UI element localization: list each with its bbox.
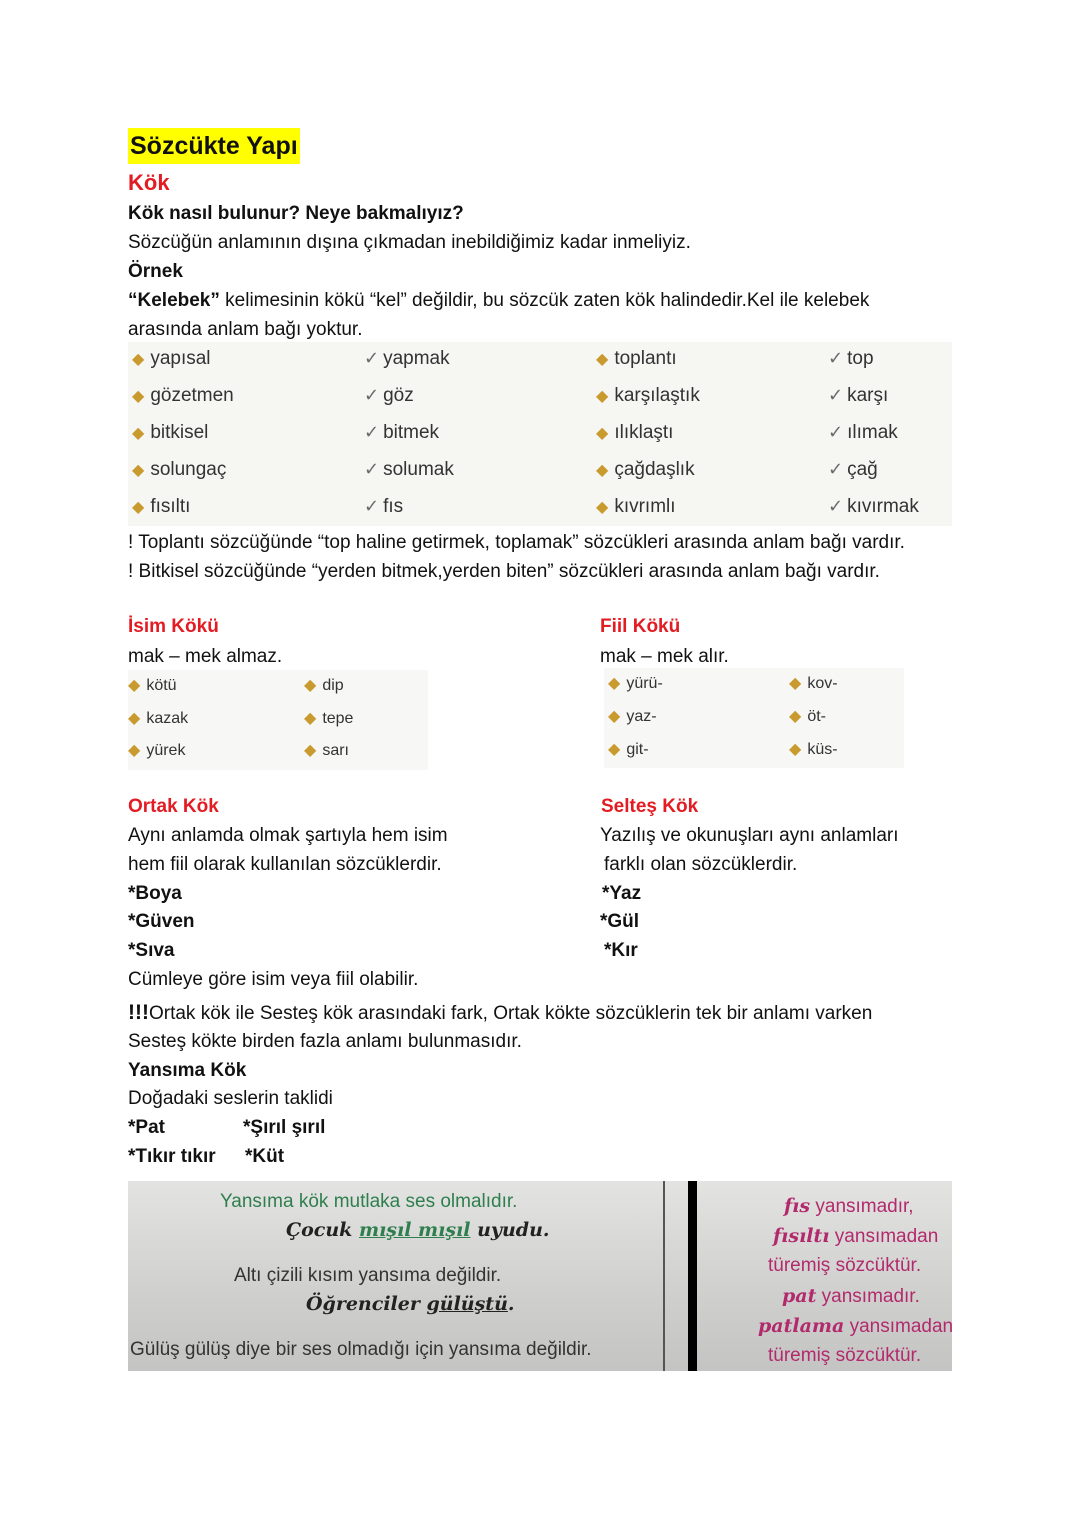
- example-word: küs-: [807, 741, 838, 758]
- check-icon: ✓: [828, 422, 844, 442]
- pair-b-2: [364, 422, 439, 444]
- fiil-example: [789, 739, 838, 759]
- diamond-icon: ◆: [304, 677, 317, 694]
- banner-line-2b: mışıl mışıl: [358, 1219, 471, 1241]
- banner-right-3: türemiş sözcüktür.: [768, 1255, 922, 1276]
- ortak-example: *Sıva: [128, 940, 175, 961]
- sestes-kok-desc-1: Yazılış ve okunuşları aynı anlamları: [600, 825, 899, 846]
- fiil-example: [608, 739, 649, 759]
- pair-c-0: [596, 348, 677, 370]
- ortak-kok-desc-1: Aynı anlamda olmak şartıyla hem isim: [128, 825, 448, 846]
- pair-a-3: [132, 459, 226, 481]
- check-icon: ✓: [364, 422, 380, 442]
- example-word: git-: [626, 741, 649, 758]
- example-line-1: [128, 286, 869, 315]
- right-4a: pat: [782, 1285, 817, 1307]
- example-word: “Kelebek”: [128, 290, 220, 311]
- check-icon: ✓: [828, 459, 844, 479]
- ortak-kok-after: Cümleye göre isim veya fiil olabilir.: [128, 969, 419, 990]
- example-word: öt-: [807, 708, 826, 725]
- diamond-icon: ◆: [132, 388, 145, 405]
- isim-koku-examples: [128, 670, 428, 770]
- banner-right-5: [758, 1315, 953, 1338]
- fiil-example: [608, 706, 657, 726]
- diamond-icon: ◆: [304, 742, 317, 759]
- ortak-kok-desc-2: hem fiil olarak kullanılan sözcüklerdir.: [128, 854, 442, 875]
- right-2b: yansımadan: [829, 1226, 939, 1247]
- example-label: Örnek: [128, 261, 183, 282]
- diamond-icon: ◆: [128, 742, 141, 759]
- pair-root: çağ: [847, 459, 878, 480]
- diamond-icon: ◆: [789, 741, 802, 758]
- pair-root: karşı: [847, 385, 889, 406]
- fark-line-2: Sesteş kökte birden fazla anlamı bulunmasıdır.: [128, 1031, 522, 1052]
- diamond-icon: ◆: [789, 675, 802, 692]
- banner-line-2a: Çocuk: [286, 1219, 359, 1241]
- fark-mark: !!!: [128, 1001, 149, 1024]
- sestes-example: *Kır: [604, 940, 638, 961]
- ortak-example: *Güven: [128, 911, 195, 932]
- banner-line-5: Gülüş gülüş diye bir ses olmadığı için yansıma değildir.: [130, 1339, 592, 1360]
- yansima-heading: Yansıma Kök: [128, 1060, 247, 1081]
- isim-koku-desc: mak – mek almaz.: [128, 646, 283, 667]
- kok-answer: Sözcüğün anlamının dışına çıkmadan inebildiğimiz kadar inmeliyiz.: [128, 232, 691, 253]
- diamond-icon: ◆: [608, 708, 621, 725]
- banner-line-1: Yansıma kök mutlaka ses olmalıdır.: [220, 1191, 518, 1212]
- pair-word: ılıklaştı: [614, 422, 674, 443]
- diamond-icon: ◆: [596, 351, 609, 368]
- divider-thin: [663, 1181, 665, 1371]
- isim-example: [304, 708, 353, 728]
- pair-root: göz: [383, 385, 414, 406]
- fiil-example: [608, 673, 663, 693]
- pair-word: kıvrımlı: [614, 496, 676, 517]
- diamond-icon: ◆: [132, 425, 145, 442]
- pair-c-3: [596, 459, 695, 481]
- yansima-example: *Tıkır tıkır: [128, 1146, 216, 1167]
- kok-heading: Kök: [128, 170, 170, 195]
- example-line-2: arasında anlam bağı yoktur.: [128, 319, 363, 340]
- pair-a-2: [132, 422, 208, 444]
- fiil-example: [789, 706, 826, 726]
- pair-word: fısıltı: [150, 496, 191, 517]
- pair-word: gözetmen: [150, 385, 234, 406]
- banner-line-2: [286, 1219, 550, 1242]
- check-icon: ✓: [364, 385, 380, 405]
- diamond-icon: ◆: [608, 675, 621, 692]
- pair-word: toplantı: [614, 348, 677, 369]
- example-word: kötü: [146, 677, 177, 694]
- ortak-example: *Boya: [128, 883, 182, 904]
- check-icon: ✓: [364, 496, 380, 516]
- example-word: sarı: [322, 742, 349, 759]
- diamond-icon: ◆: [608, 741, 621, 758]
- right-2a: fısıltı: [773, 1225, 830, 1247]
- pair-b-3: [364, 459, 454, 481]
- banner-line-4: [306, 1293, 515, 1316]
- banner-line-2c: uyudu.: [470, 1219, 550, 1241]
- banner-line-3: Altı çizili kısım yansıma değildir.: [234, 1265, 502, 1286]
- diamond-icon: ◆: [596, 462, 609, 479]
- sestes-kok-heading: Selteş Kök: [601, 796, 699, 817]
- diamond-icon: ◆: [596, 388, 609, 405]
- banner-right-4: [782, 1285, 920, 1308]
- pair-root: fıs: [383, 496, 404, 517]
- fark-line-1: [128, 998, 872, 1028]
- example-word: kov-: [807, 675, 838, 692]
- isim-example: [128, 740, 185, 760]
- yansima-desc: Doğadaki seslerin taklidi: [128, 1088, 333, 1109]
- example-word: dip: [322, 677, 344, 694]
- sestes-example: *Gül: [600, 911, 640, 932]
- pair-b-0: [364, 348, 450, 370]
- example-word: tepe: [322, 710, 354, 727]
- isim-example: [304, 675, 344, 695]
- pair-c-1: [596, 385, 700, 407]
- right-1b: yansımadır,: [810, 1196, 914, 1217]
- banner-right-2: [773, 1225, 938, 1248]
- check-icon: ✓: [828, 348, 844, 368]
- pair-word: çağdaşlık: [614, 459, 695, 480]
- yansima-example: *Şırıl şırıl: [243, 1117, 326, 1138]
- ortak-kok-heading: Ortak Kök: [128, 796, 219, 817]
- isim-koku-heading: İsim Kökü: [128, 616, 219, 637]
- note-bitkisel: ! Bitkisel sözcüğünde “yerden bitmek,yerden biten” sözcükleri arasında anlam bağı vardır.: [128, 561, 880, 582]
- fark-text-1: Ortak kök ile Sesteş kök arasındaki fark, Ortak kökte sözcüklerin tek bir anlamı varken: [148, 1003, 873, 1024]
- check-icon: ✓: [828, 385, 844, 405]
- pair-root: kıvırmak: [847, 496, 919, 517]
- right-5b: yansımadan: [844, 1316, 954, 1337]
- pair-root: solumak: [383, 459, 454, 480]
- pair-word: bitkisel: [150, 422, 209, 443]
- diamond-icon: ◆: [596, 499, 609, 516]
- yansima-example: *Küt: [245, 1146, 285, 1167]
- diamond-icon: ◆: [128, 710, 141, 727]
- fiil-koku-desc: mak – mek alır.: [600, 646, 729, 667]
- pair-word: karşılaştık: [614, 385, 700, 406]
- divider-thick: [688, 1181, 697, 1371]
- pair-c-4: [596, 496, 676, 518]
- banner-line-4a: Öğrenciler: [306, 1293, 427, 1315]
- pair-b-1: [364, 385, 414, 407]
- sestes-example: *Yaz: [602, 883, 642, 904]
- pair-a-0: [132, 348, 211, 370]
- diamond-icon: ◆: [304, 710, 317, 727]
- pair-word: solungaç: [150, 459, 227, 480]
- banner-right-6: türemiş sözcüktür.: [768, 1345, 922, 1366]
- pair-root: top: [847, 348, 874, 369]
- pair-root: ılımak: [847, 422, 898, 443]
- example-word: yürü-: [626, 675, 663, 692]
- diamond-icon: ◆: [128, 677, 141, 694]
- right-4b: yansımadır.: [816, 1286, 920, 1307]
- check-icon: ✓: [364, 348, 380, 368]
- page-title: Sözcükte Yapı: [128, 128, 300, 164]
- pair-word: yapısal: [150, 348, 211, 369]
- sestes-kok-desc-2: farklı olan sözcüklerdir.: [604, 854, 798, 875]
- example-rest-1: kelimesinin kökü “kel” değildir, bu sözcük zaten kök halindedir.Kel ile kelebek: [219, 290, 870, 311]
- pair-d-4: [828, 496, 919, 518]
- kok-question: Kök nasıl bulunur? Neye bakmalıyız?: [128, 203, 464, 224]
- pair-c-2: [596, 422, 673, 444]
- pair-root: bitmek: [383, 422, 440, 443]
- pair-a-1: [132, 385, 234, 407]
- yansima-example: *Pat: [128, 1117, 165, 1138]
- example-word: yaz-: [626, 708, 657, 725]
- banner-line-4b: gülüştü: [426, 1293, 508, 1315]
- banner-right-1: [784, 1195, 914, 1218]
- diamond-icon: ◆: [132, 462, 145, 479]
- fiil-example: [789, 673, 838, 693]
- word-pairs-block: [128, 342, 952, 526]
- right-5a: patlama: [758, 1315, 845, 1337]
- banner-line-4c: .: [507, 1293, 515, 1315]
- pair-root: yapmak: [383, 348, 450, 369]
- pair-d-1: [828, 385, 888, 407]
- pair-b-4: [364, 496, 403, 518]
- right-1a: fıs: [784, 1195, 811, 1217]
- pair-d-2: [828, 422, 898, 444]
- fiil-koku-examples: [604, 668, 904, 768]
- isim-example: [128, 675, 177, 695]
- pair-d-3: [828, 459, 878, 481]
- diamond-icon: ◆: [789, 708, 802, 725]
- check-icon: ✓: [828, 496, 844, 516]
- isim-example: [304, 740, 349, 760]
- isim-example: [128, 708, 188, 728]
- diamond-icon: ◆: [132, 499, 145, 516]
- pair-d-0: [828, 348, 874, 370]
- pair-a-4: [132, 496, 190, 518]
- diamond-icon: ◆: [596, 425, 609, 442]
- diamond-icon: ◆: [132, 351, 145, 368]
- example-word: yürek: [146, 742, 186, 759]
- yansima-banner: [128, 1181, 952, 1371]
- note-toplanti: ! Toplantı sözcüğünde “top haline getirmek, toplamak” sözcükleri arasında anlam bağı vardır.: [128, 532, 905, 553]
- check-icon: ✓: [364, 459, 380, 479]
- example-word: kazak: [146, 710, 189, 727]
- fiil-koku-heading: Fiil Kökü: [600, 616, 681, 637]
